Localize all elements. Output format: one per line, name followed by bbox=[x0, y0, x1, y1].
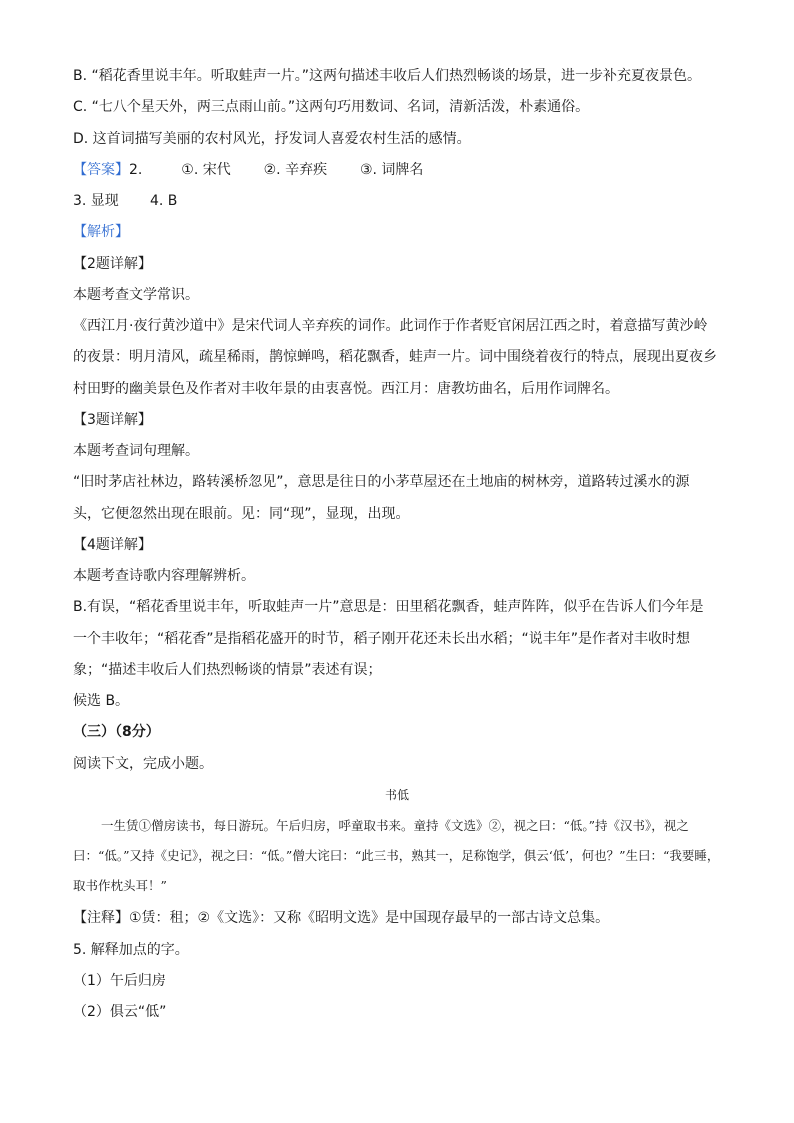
section-3-heading: （三）（8分） bbox=[73, 724, 160, 740]
answer-tag: 【答案】 bbox=[73, 162, 129, 178]
q3-topic: 本题考查词句理解。 bbox=[73, 443, 199, 459]
q3-body-line-1: “旧时茅店社林边，路转溪桥忽见”，意思是往日的小茅草屋还在土地庙的树林旁，道路转过溪水的源 bbox=[73, 474, 690, 490]
annotation-note: 【注释】①赁：租；②《文选》：又称《昭明文选》是中国现存最早的一部古诗文总集。 bbox=[73, 910, 610, 926]
option-d: D. 这首词描写美丽的农村风光，抒发词人喜爱农村生活的感情。 bbox=[73, 131, 471, 147]
answer-2-number: 2. bbox=[129, 162, 143, 178]
passage-title: 书低 bbox=[384, 788, 409, 802]
analysis-tag: 【解析】 bbox=[73, 224, 129, 240]
q4-heading: 【4题详解】 bbox=[73, 537, 152, 553]
option-b: B. “稻花香里说丰年。听取蛙声一片。”这两句描述丰收后人们热烈畅谈的场景，进一步补充夏夜景色。 bbox=[73, 68, 702, 84]
reading-instruction: 阅读下文，完成小题。 bbox=[73, 756, 213, 772]
q2-topic: 本题考查文学常识。 bbox=[73, 287, 199, 303]
answer-2-item-3: ③. 词牌名 bbox=[359, 162, 424, 178]
q4-conclusion: 候选 B。 bbox=[73, 693, 130, 709]
q4-topic: 本题考查诗歌内容理解辨析。 bbox=[73, 568, 255, 584]
passage-text: 一生赁①僧房读书，每日游玩。午后归房，呼童取书来。童持《文选》②，视之曰：“低。”持《汉书》，视之曰：“低。”又持《史记》，视之曰：“低。”僧大诧曰：“此三书，熟其一，足称饱学，俱云‘低’，何也？”生曰：“我要睡，取书作枕头耳！” bbox=[73, 818, 720, 893]
q4-body-line-1: B.有误，“稻花香里说丰年，听取蛙声一片”意思是：田里稻花飘香，蛙声阵阵，似乎在告诉人们今年是 bbox=[73, 599, 704, 615]
q2-body-line-3: 村田野的幽美景色及作者对丰收年景的由衷喜悦。西江月：唐教坊曲名，后用作词牌名。 bbox=[73, 381, 619, 397]
q3-heading: 【3题详解】 bbox=[73, 412, 152, 428]
q2-body-line-2: 的夜景：明月清风，疏星稀雨，鹊惊蝉鸣，稻花飘香，蛙声一片。词中围绕着夜行的特点，展现出夏夜乡 bbox=[73, 349, 717, 365]
question-5-item-2: （2）俱云“低” bbox=[73, 1004, 167, 1020]
answer-line bbox=[73, 160, 423, 180]
q2-heading: 【2题详解】 bbox=[73, 256, 152, 272]
q4-body-line-2: 一个丰收年；“稻花香”是指稻花盛开的时节，稻子刚开花还未长出水稻；“说丰年”是作者对丰收时想 bbox=[73, 631, 691, 647]
q2-body-line-1: 《西江月·夜行黄沙道中》是宋代词人辛弃疾的词作。此词作于作者贬官闲居江西之时，着意描写黄沙岭 bbox=[73, 318, 708, 334]
answer-2-item-1: ①. 宋代 bbox=[181, 162, 231, 178]
option-c: C. “七八个星天外，两三点雨山前。”这两句巧用数词、名词，清新活泼，朴素通俗。 bbox=[73, 99, 590, 115]
answer-2-item-2: ②. 辛弃疾 bbox=[263, 162, 328, 178]
question-5-item-1: （1）午后归房 bbox=[73, 973, 166, 989]
q4-body-line-3: 象；“描述丰收后人们热烈畅谈的情景”表述有误； bbox=[73, 662, 382, 678]
q3-body-line-2: 头，它便忽然出现在眼前。见：同“现”，显现，出现。 bbox=[73, 506, 410, 522]
question-5: 5. 解释加点的字。 bbox=[73, 942, 189, 958]
answer-3-4: 3. 显现 4. B bbox=[73, 193, 178, 209]
